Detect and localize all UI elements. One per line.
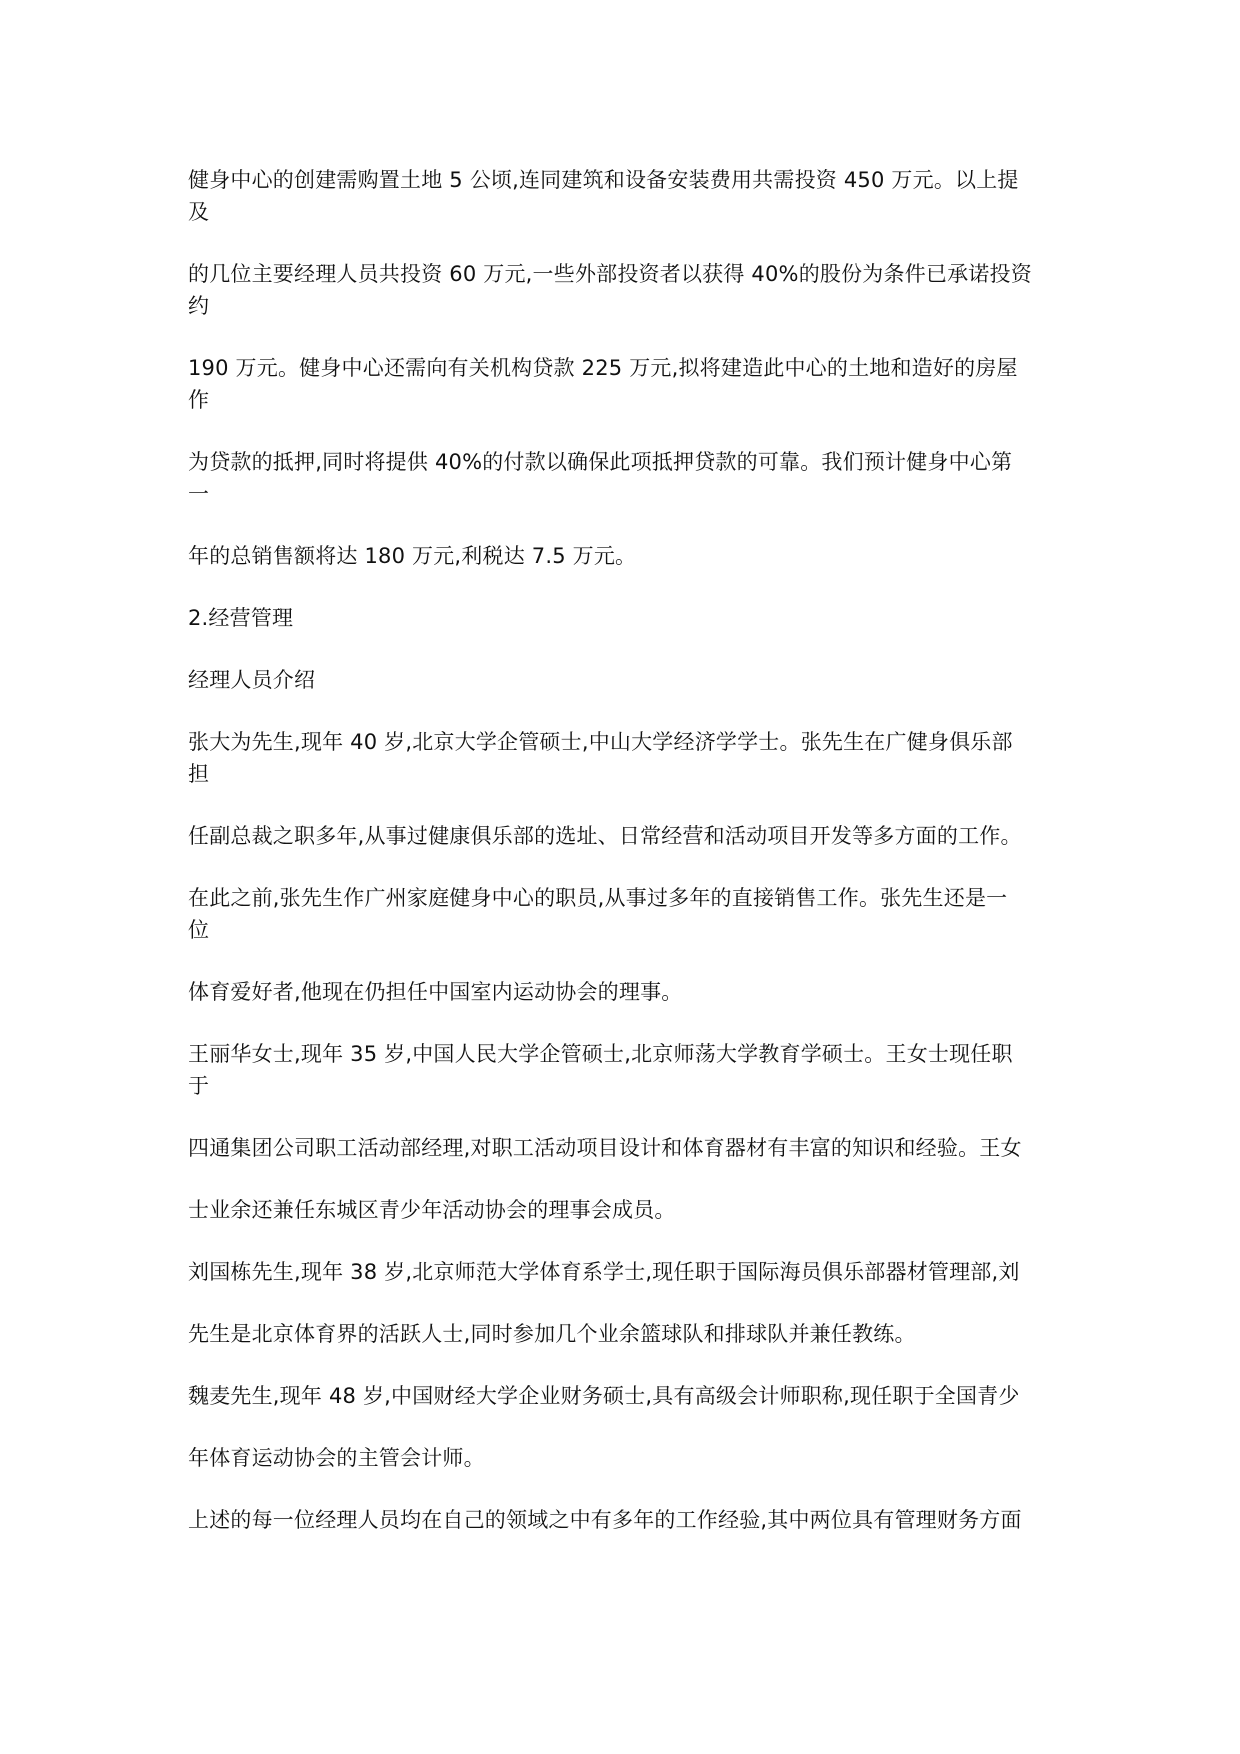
text-line: 年的总销售额将达 180 万元,利税达 7.5 万元。 [188,544,637,568]
text-line: 魏麦先生,现年 48 岁,中国财经大学企业财务硕士,具有高级会计师职称,现任职于全国青少 [188,1384,1020,1408]
text-line: 约 [188,294,210,318]
text-line: 上述的每一位经理人员均在自己的领域之中有多年的工作经验,其中两位具有管理财务方面 [188,1508,1022,1532]
text-line: 先生是北京体育界的活跃人士,同时参加几个业余篮球队和排球队并兼任教练。 [188,1322,916,1346]
text-line: 健身中心的创建需购置土地 5 公顷,连同建筑和设备安装费用共需投资 450 万元。以上提 [188,168,1019,192]
text-line: 体育爱好者,他现在仍担任中国室内运动协会的理事。 [188,980,683,1004]
text-line: 张大为先生,现年 40 岁,北京大学企管硕士,中山大学经济学学士。张先生在广健身俱乐部 [188,730,1013,754]
text-line: 于 [188,1074,210,1098]
text-line: 190 万元。健身中心还需向有关机构贷款 225 万元,拟将建造此中心的土地和造好的房屋 [188,356,1018,380]
text-line: 刘国栋先生,现年 38 岁,北京师范大学体育系学士,现任职于国际海员俱乐部器材管理部,刘 [188,1260,1020,1284]
text-line: 四通集团公司职工活动部经理,对职工活动项目设计和体育器材有丰富的知识和经验。王女 [188,1136,1022,1160]
text-line: 在此之前,张先生作广州家庭健身中心的职员,从事过多年的直接销售工作。张先生还是一 [188,886,1008,910]
text-line: 士业余还兼任东城区青少年活动协会的理事会成员。 [188,1198,676,1222]
text-line: 担 [188,762,210,786]
text-line: 年体育运动协会的主管会计师。 [188,1446,485,1470]
text-line: 一 [188,482,210,506]
text-line: 位 [188,918,210,942]
text-line: 作 [188,388,210,412]
text-line: 的几位主要经理人员共投资 60 万元,一些外部投资者以获得 40%的股份为条件已承诺投资 [188,262,1032,286]
text-line: 为贷款的抵押,同时将提供 40%的付款以确保此项抵押贷款的可靠。我们预计健身中心第 [188,450,1013,474]
text-line: 任副总裁之职多年,从事过健康俱乐部的选址、日常经营和活动项目开发等多方面的工作。 [188,824,1022,848]
section-heading: 2.经营管理 [188,606,294,630]
text-line: 王丽华女士,现年 35 岁,中国人民大学企管硕士,北京师荡大学教育学硕士。王女士现任职 [188,1042,1013,1066]
text-line: 及 [188,200,210,224]
subsection-heading: 经理人员介绍 [188,668,316,692]
